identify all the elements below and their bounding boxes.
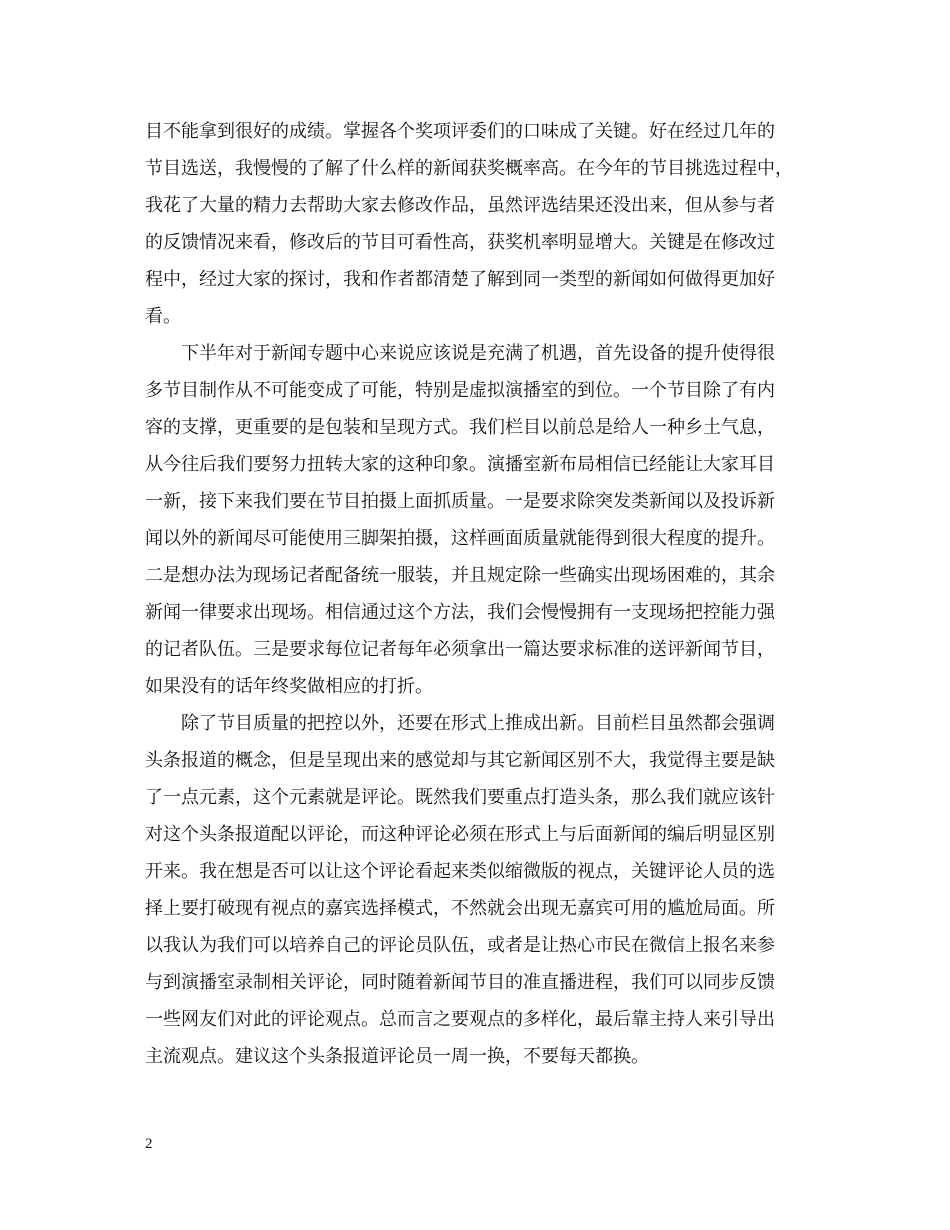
document-body: [145, 113, 805, 1075]
text-line: 的反馈情况来看，修改后的节目可看性高，获奖机率明显增大。关键是在修改过: [145, 232, 775, 253]
text-line: 的记者队伍。三是要求每位记者每年必须拿出一篇达要求标准的送评新闻节目，: [145, 639, 775, 660]
paragraph: [145, 335, 805, 705]
text-line: 目不能拿到很好的成绩。掌握各个奖项评委们的口味成了关键。好在经过几年的: [145, 121, 775, 142]
text-line: 多节目制作从不可能变成了可能，特别是虚拟演播室的到位。一个节目除了有内: [145, 380, 775, 401]
text-line: 二是想办法为现场记者配备统一服装，并且规定除一些确实出现场困难的，其余: [145, 565, 775, 586]
text-line: 一新，接下来我们要在节目拍摄上面抓质量。一是要求除突发类新闻以及投诉新: [145, 491, 775, 512]
text-line: 以我认为我们可以培养自己的评论员队伍，或者是让热心市民在微信上报名来参: [145, 935, 775, 956]
text-line: 除了节目质量的把控以外，还要在形式上推成出新。目前栏目虽然都会强调: [181, 713, 775, 734]
text-line: 程中，经过大家的探讨，我和作者都清楚了解到同一类型的新闻如何做得更加好: [145, 269, 775, 290]
text-line: 了一点元素，这个元素就是评论。既然我们要重点打造头条，那么我们就应该针: [145, 787, 775, 808]
text-line: 头条报道的概念，但是呈现出来的感觉却与其它新闻区别不大，我觉得主要是缺: [145, 750, 775, 771]
text-line: 节目选送，我慢慢的了解了什么样的新闻获奖概率高。在今年的节目挑选过程中，: [145, 158, 793, 179]
text-line: 开来。我在想是否可以让这个评论看起来类似缩微版的视点，关键评论人员的选: [145, 861, 775, 882]
text-line: 主流观点。建议这个头条报道评论员一周一换，不要每天都换。: [145, 1046, 649, 1067]
text-line: 从今往后我们要努力扭转大家的这种印象。演播室新布局相信已经能让大家耳目: [145, 454, 775, 475]
text-line: 新闻一律要求出现场。相信通过这个方法，我们会慢慢拥有一支现场把控能力强: [145, 602, 775, 623]
text-line: 容的支撑，更重要的是包装和呈现方式。我们栏目以前总是给人一种乡土气息，: [145, 417, 775, 438]
text-line: 对这个头条报道配以评论，而这种评论必须在形式上与后面新闻的编后明显区别: [145, 824, 775, 845]
text-line: 看。: [145, 306, 181, 327]
text-line: 如果没有的话年终奖做相应的打折。: [145, 676, 433, 697]
text-line: 下半年对于新闻专题中心来说应该说是充满了机遇，首先设备的提升使得很: [181, 343, 775, 364]
text-line: 闻以外的新闻尽可能使用三脚架拍摄，这样画面质量就能得到很大程度的提升。: [145, 528, 775, 549]
text-line: 与到演播室录制相关评论，同时随着新闻节目的准直播进程，我们可以同步反馈: [145, 972, 775, 993]
page-number: 2: [145, 1136, 153, 1152]
text-line: 择上要打破现有视点的嘉宾选择模式，不然就会出现无嘉宾可用的尴尬局面。所: [145, 898, 775, 919]
text-line: 我花了大量的精力去帮助大家去修改作品，虽然评选结果还没出来，但从参与者: [145, 195, 775, 216]
paragraph: [145, 113, 805, 335]
text-line: 一些网友们对此的评论观点。总而言之要观点的多样化，最后靠主持人来引导出: [145, 1009, 775, 1030]
paragraph: [145, 705, 805, 1075]
